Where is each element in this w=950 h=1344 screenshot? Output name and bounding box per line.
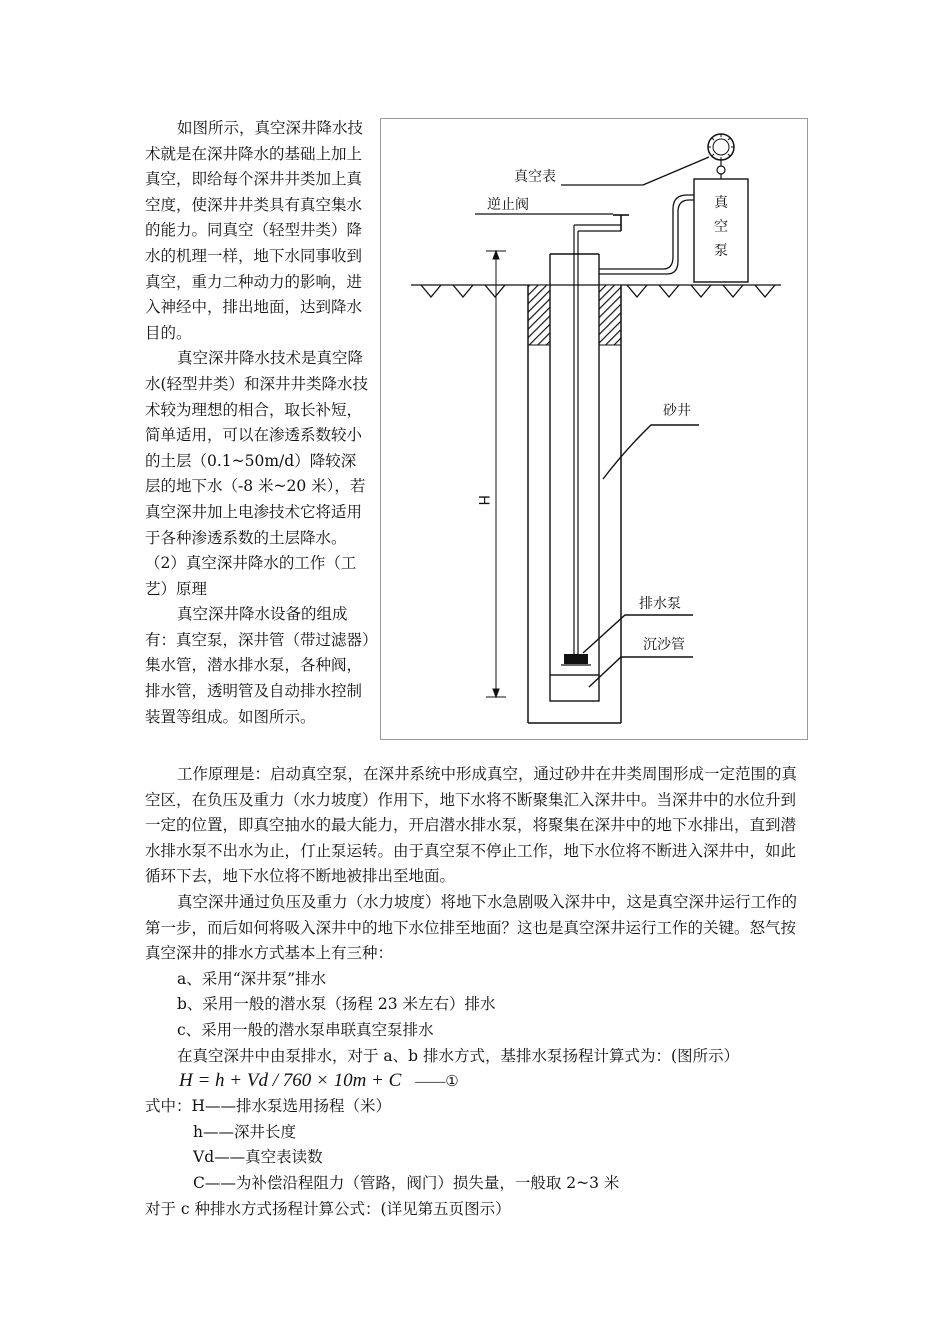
height-dimension: [486, 251, 506, 697]
main-text: [145, 762, 810, 1222]
section-heading: （2）真空深井降水的工作（工艺）原理: [145, 554, 357, 598]
list-item-c: c、采用一般的潜水泵串联真空泵排水: [177, 1020, 434, 1039]
label-vacuum-gauge: 真空表: [514, 169, 556, 185]
check-valve: [613, 215, 629, 231]
drain-pump: [564, 654, 588, 664]
paragraph-method-c: 对于 c 种排水方式扬程计算公式：(详见第五页图示）: [145, 1199, 511, 1218]
definition-vd: Vd——真空表读数: [193, 1148, 323, 1167]
label-sand-well: 砂井: [663, 403, 691, 419]
clay-seal-left: [528, 285, 550, 345]
formula-line: [145, 1069, 810, 1094]
settling-pipe: [550, 675, 599, 701]
formula-expression: H = h + Vd / 760 × 10m + C: [179, 1070, 402, 1092]
vacuum-gauge-dial: [708, 134, 734, 160]
definition-h-upper: 式中：H——排水泵选用扬程（米）: [145, 1097, 392, 1116]
label-check-valve: 逆止阀: [487, 197, 529, 213]
paragraph-technique: 真空深井降水技术是真空降水(轻型井类）和深井井类降水技术较为理想的相合，取长补短，简单适用，可以在渗透系数较小的土层（0.1~50m/d）降较深层的地下水（-8 米~20 米），若真空深井加上电渗技术它将适用于各种渗透系数的土层降水。: [145, 349, 369, 547]
formula-tag: ——①: [415, 1074, 459, 1091]
left-text-column: [145, 116, 370, 730]
label-settling-pipe: 沉沙管: [643, 637, 685, 653]
definition-h-lower: h——深井长度: [193, 1122, 296, 1141]
label-height-h: H: [475, 495, 491, 506]
vacuum-well-diagram: [380, 118, 808, 740]
paragraph-formula-intro: 在真空深井中由泵排水，对于 a、b 排水方式，基排水泵扬程计算式为：(图所示）: [177, 1046, 740, 1065]
vacuum-pump-char-2: 空: [714, 219, 728, 235]
definition-c: C——为补偿沿程阻力（管路，阀门）损失量，一般取 2~3 米: [193, 1173, 620, 1192]
vacuum-pump-char-3: 泵: [714, 243, 728, 259]
paragraph-working-principle: 工作原理是：启动真空泵，在深井系统中形成真空，通过砂井在井类周围形成一定范围的真空区，在负压及重力（水力坡度）作用下，地下水将不断聚集汇入深井中。当深井中的水位升到一定的位置，即真空抽水的最大能力，开启潜水排水泵，将聚集在深井中的地下水排出，直到潜水排水泵不出水为止，仃止泵运转。由于真空泵不停止工作，地下水位将不断进入深井中，如此循环下去，地下水位将不断地被排出至地面。: [145, 765, 798, 886]
list-item-b: b、采用一般的潜水泵（扬程 23 米左右）排水: [177, 995, 496, 1014]
ground-surface: [411, 285, 781, 297]
paragraph-equipment: 真空深井降水设备的组成有：真空泵，深井管（带过滤器）集水管，潜水排水泵，各种阀，排水管，透明管及自动排水控制装置等组成。如图所示。: [145, 605, 370, 726]
paragraph-intro: 如图所示，真空深井降水技术就是在深井降水的基础上加上真空，即给每个深井井类加上真空度，使深井井类具有真空集水的能力。同真空（轻型井类）降水的机理一样，地下水同事收到真空，重力二种动力的影响，进入神经中，排出地面，达到降水目的。: [145, 119, 364, 342]
vacuum-hose: [599, 195, 694, 269]
vacuum-pump-char-1: 真: [714, 195, 728, 211]
paragraph-drainage-methods: 真空深井通过负压及重力（水力坡度）将地下水急剧吸入深井中，这是真空深井运行工作的第一步，而后如何将吸入深井中的地下水位排至地面？这也是真空深井运行工作的关键。怒气按真空深井的排水方式基本上有三种：: [145, 892, 798, 963]
label-drain-pump: 排水泵: [639, 596, 681, 612]
list-item-a: a、采用“深井泵”排水: [177, 969, 327, 988]
clay-seal-right: [599, 285, 621, 345]
